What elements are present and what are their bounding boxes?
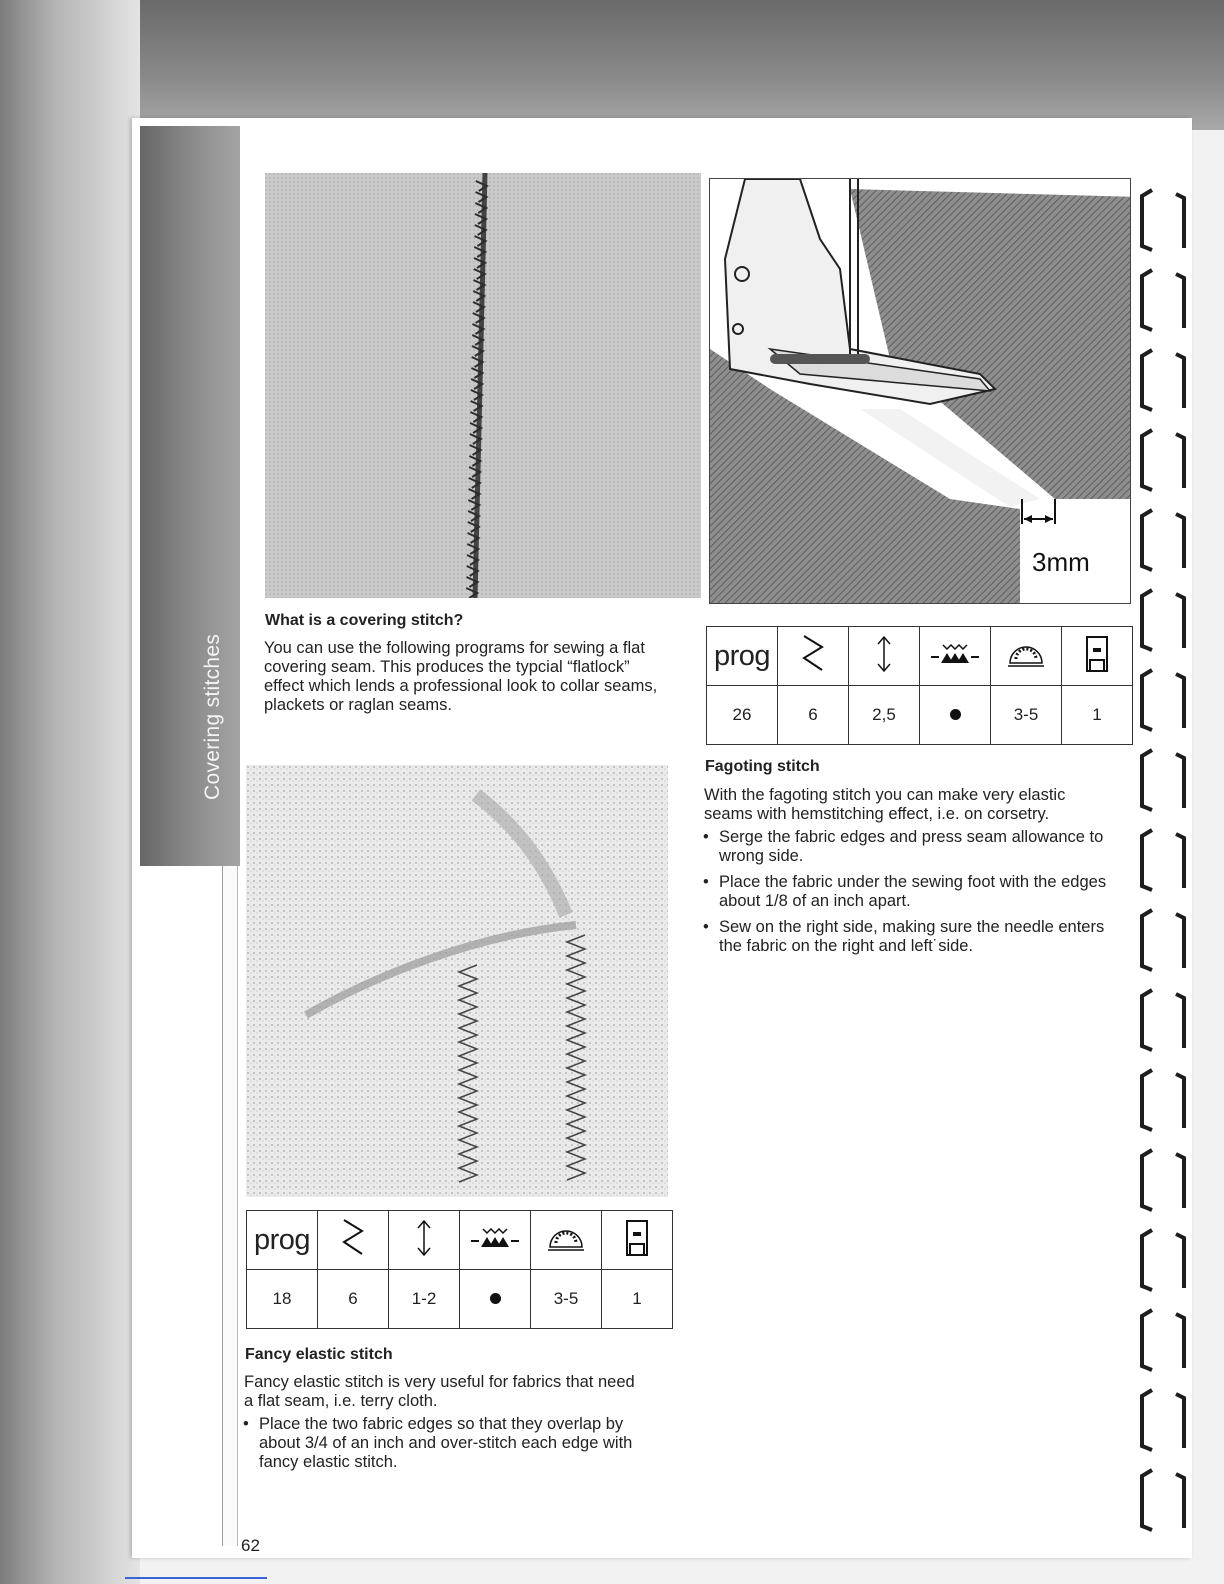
tension-dial-icon (531, 1211, 602, 1270)
differential-feed-icon (460, 1211, 531, 1270)
prog-header: prog (247, 1211, 318, 1270)
feed-value (920, 686, 991, 745)
prog-value: 26 (707, 686, 778, 745)
stitch-width-icon (318, 1211, 389, 1270)
length-value: 1-2 (389, 1270, 460, 1329)
fagoting-stitch-steps (703, 828, 1113, 963)
gap-measurement-label: 3mm (1032, 547, 1090, 577)
stitch-width-icon (778, 627, 849, 686)
width-value: 6 (318, 1270, 389, 1329)
stitch-length-icon (389, 1211, 460, 1270)
covering-stitch-photo (265, 173, 701, 598)
fancy-elastic-settings-table (246, 1210, 673, 1329)
fagoting-settings-table (706, 626, 1133, 745)
covering-stitch-heading: What is a covering stitch? (265, 612, 464, 629)
tension-value: 3-5 (531, 1270, 602, 1329)
fancy-elastic-paragraph: Fancy elastic stitch is very useful for fabrics that need a flat seam, i.e. terry cloth. (244, 1373, 635, 1410)
scan-background-left (0, 0, 140, 1584)
presser-foot-icon (602, 1211, 673, 1270)
tension-value: 3-5 (991, 686, 1062, 745)
fancy-elastic-heading: Fancy elastic stitch (245, 1346, 393, 1363)
fagoting-foot-illustration (709, 178, 1131, 604)
tension-dial-icon (991, 627, 1062, 686)
page-number: 62 (241, 1536, 260, 1555)
fancy-elastic-stitch-photo (246, 765, 668, 1197)
list-item: • Place the fabric under the sewing foot with the edges about 1/8 of an inch apart. (703, 873, 1113, 911)
fancy-elastic-steps (243, 1415, 648, 1479)
scan-background-top (0, 0, 1224, 130)
presser-foot-icon (1062, 627, 1133, 686)
list-item: • Serge the fabric edges and press seam allowance to wrong side. (703, 828, 1113, 866)
list-item: • Sew on the right side, making sure the needle enters the fabric on the right and left˙side. (703, 918, 1113, 956)
fagoting-stitch-heading: Fagoting stitch (705, 758, 820, 775)
width-value: 6 (778, 686, 849, 745)
differential-feed-icon (920, 627, 991, 686)
list-item: • Place the two fabric edges so that they overlap by about 3/4 of an inch and over-stitch each edge with fancy elastic stitch. (243, 1415, 648, 1472)
foot-value: 1 (1062, 686, 1133, 745)
spiral-binding (1134, 180, 1194, 1560)
tab-edge (222, 866, 238, 1546)
foot-value: 1 (602, 1270, 673, 1329)
length-value: 2,5 (849, 686, 920, 745)
feed-value (460, 1270, 531, 1329)
fagoting-stitch-paragraph: With the fagoting stitch you can make very elastic seams with hemstitching effect, i.e. on corsetry. (704, 786, 1066, 823)
prog-header: prog (707, 627, 778, 686)
stitch-length-icon (849, 627, 920, 686)
covering-stitch-paragraph: You can use the following programs for sewing a flat covering seam. This produces the typcial “flatlock” effect which lends a professional look to collar seams, plackets or raglan seams. (264, 639, 658, 714)
side-tab-label: Covering stitches (201, 633, 224, 800)
side-tab (140, 126, 240, 866)
prog-value: 18 (247, 1270, 318, 1329)
footer-link-underline (125, 1577, 267, 1579)
